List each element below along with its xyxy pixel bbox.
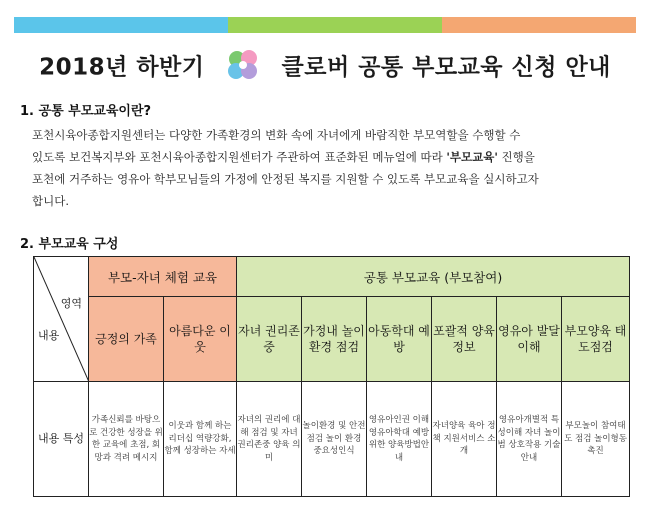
para-line-2-text: 있도록 보건복지부와 포천시육아종합지원센터가 주관하여 표준화된 메뉴얼에 따라 — [32, 150, 447, 164]
col-header-7: 영유아 발달이해 — [497, 297, 562, 382]
col-header-4: 가정내 놀이환경 점검 — [302, 297, 367, 382]
desc-cell-4: 놀이환경 및 안전점검 놀이 환경 중요성인식 — [302, 382, 367, 497]
col-header-2: 아름다운 이웃 — [164, 297, 237, 382]
banner-blue — [14, 17, 228, 33]
desc-cell-1: 가족신뢰를 바탕으로 건강한 성장을 위한 교육에 초점, 회망과 격려 메시지 — [89, 382, 164, 497]
group-experience-header: 부모-자녀 체험 교육 — [89, 257, 237, 297]
section1-heading: 1. 공통 부모교육이란? — [20, 104, 152, 119]
desc-cell-8: 부모놀이 참여태도 점검 놀이형동 촉진 — [562, 382, 630, 497]
program-table — [33, 256, 630, 497]
desc-cell-7: 영유아개별적 특성이해 자녀 놀이범 상호작용 기술안내 — [497, 382, 562, 497]
desc-cell-2: 이웃과 함께 하는 리더십 역량강화, 함께 성장하는 자세 — [164, 382, 237, 497]
title-main: 클로버 공통 부모교육 신청 안내 — [281, 54, 611, 81]
para-line-3: 포천에 거주하는 영유아 학부모님들의 가정에 안정된 복지를 지원할 수 있도록 부모교육을 실시하고자 — [32, 172, 539, 186]
corner-area-label: 영역 — [60, 297, 82, 310]
col-header-1: 긍정의 가족 — [89, 297, 164, 382]
col-header-5: 아동학대 예방 — [367, 297, 432, 382]
col-header-3: 자녀 권리존중 — [237, 297, 302, 382]
banner-orange — [442, 17, 636, 33]
bold-term: '부모교육' — [446, 150, 498, 164]
desc-cell-6: 자녀양육 육아 정책 지원서비스 소개 — [432, 382, 497, 497]
desc-cell-5: 영유아인권 이해 영유아학대 예방위한 양육방법안내 — [367, 382, 432, 497]
col-header-8: 부모양육 태도점검 — [562, 297, 630, 382]
row-label-features: 내용 특성 — [34, 382, 89, 497]
corner-header — [34, 257, 89, 382]
desc-cell-3: 자녀의 권리에 대해 점검 및 자녀권리존중 양육 의미 — [237, 382, 302, 497]
para-line-2 — [32, 146, 622, 168]
clover-icon — [223, 48, 263, 88]
section2-heading: 2. 부모교육 구성 — [20, 237, 119, 252]
page-title — [0, 48, 650, 88]
group-common-header: 공통 부모교육 (부모참여) — [237, 257, 630, 297]
corner-content-label: 내용 — [38, 329, 60, 342]
para-line-4: 합니다. — [32, 194, 69, 208]
section1-paragraph — [32, 124, 622, 212]
para-line-1: 포천시육아종합지원센터는 다양한 가족환경의 변화 속에 자녀에게 바람직한 부모역할을 수행할 수 — [32, 128, 521, 142]
diagonal-line — [34, 257, 89, 382]
color-banner — [14, 17, 636, 33]
para-line-2-tail: 진행을 — [497, 150, 535, 164]
title-year: 2018년 하반기 — [39, 54, 205, 81]
banner-green — [228, 17, 442, 33]
col-header-6: 포괄적 양육정보 — [432, 297, 497, 382]
